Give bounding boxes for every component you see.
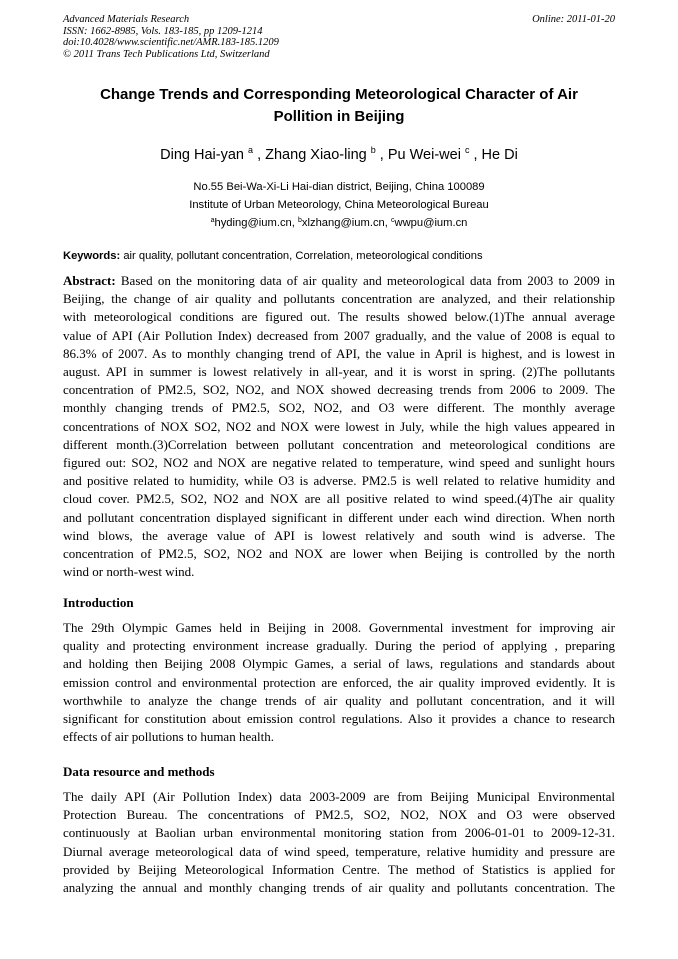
author-affil-mark: b [370, 145, 376, 155]
email-link[interactable]: xlzhang@ium.cn, [301, 217, 388, 229]
online-date: Online: 2011-01-20 [532, 14, 615, 25]
paper-title [63, 84, 615, 128]
author-affil-mark: a [248, 145, 254, 155]
keywords-line [63, 248, 615, 264]
abstract-line: with meteorological conditions are figured out. The results showed below.(1)The annual average [63, 309, 615, 325]
email-mark: c [390, 217, 395, 224]
intro-line: The 29th Olympic Games held in Beijing in 2008. Governmental investment for improving air [63, 620, 615, 635]
copyright-line: © 2011 Trans Tech Publications Ltd, Switzerland [63, 48, 270, 60]
affiliation-block [63, 178, 615, 232]
abstract-line: wind or north-west wind. [63, 564, 195, 580]
methods-line: Protection Bureau. The concentrations of PM2.5, SO2, NO2, NOX and O3 were observed [63, 807, 615, 823]
issn-line: ISSN: 1662-8985, Vols. 183-185, pp 1209-1214 [63, 25, 263, 37]
abstract-label: Abstract: [63, 273, 116, 288]
intro-line: significant for constitution about emission control regulations. Also it provides a chance to research [63, 711, 615, 727]
intro-line: quality and protecting environment increase gradually. During the period of applying , preparing [63, 638, 615, 654]
intro-line: effects of air pollutions to human health. [63, 729, 274, 745]
abstract-line: Beijing, the change of air quality and pollutants concentration are analyzed, and their relationship [63, 291, 615, 307]
keywords-text: air quality, pollutant concentration, Correlation, meteorological conditions [123, 250, 483, 262]
journal-header [63, 14, 615, 60]
abstract-line: Abstract: Based on the monitoring data of air quality and meteorological data from 2003 to 2009 in [63, 273, 616, 288]
author-name: Zhang Xiao-ling [265, 147, 367, 163]
abstract-paragraph [63, 272, 615, 581]
intro-line: and holding then Beijing 2008 Olympic Games, a serial of laws, regulations and standards about [63, 656, 615, 672]
abstract-line: concentration of PM2.5, SO2, NO2, and NOX showed decreasing trends from 2006 to 2009. The [63, 382, 615, 398]
abstract-line: and pollutant concentration displayed significant in different under each wind direction. When north [63, 509, 615, 525]
author-name: Pu Wei-wei [387, 147, 461, 163]
title-line-1: Change Trends and Corresponding Meteorological Character of Air [100, 86, 578, 103]
email-link[interactable]: hyding@ium.cn, [214, 217, 295, 229]
author-separator: , [375, 147, 388, 163]
data-methods-paragraph [63, 788, 615, 897]
abstract-line: concentration of PM2.5, SO2, NO2 and NOX are lower when Beijing is controlled by the north [63, 546, 615, 562]
author-separator: , [469, 147, 482, 163]
affiliation-address: No.55 Bei-Wa-Xi-Li Hai-dian district, Beijing, China 100089 [193, 181, 485, 193]
methods-line: provided by Beijing Meteorological Information Centre. The method of Statistics is applied for [63, 861, 615, 877]
methods-line: The daily API (Air Pollution Index) data 2003-2009 are from Beijing Municipal Environmental [63, 789, 615, 804]
methods-line: analyzing the annual and monthly changing trends of air quality and pollutants concentration. The [63, 880, 615, 896]
abstract-line: wind blows, the average value of API is lowest relatively and south wind is adverse. The [63, 527, 615, 543]
author-list [63, 145, 615, 165]
email-link[interactable]: wwpu@ium.cn [394, 217, 468, 229]
abstract-line: figured out: SO2, NO2 and NOX are negative related to temperature, wind speed and sunlight hours [63, 455, 615, 471]
doi-line: doi:10.4028/www.scientific.net/AMR.183-185.1209 [63, 37, 279, 48]
abstract-line: concentrations of NOX SO2, NO2 and NOX were lowest in July, while the high values appeared in [63, 418, 615, 434]
abstract-line: 86.3% of 2007. As to monthly changing trend of API, the value in April is highest, and is lowest in [63, 345, 615, 361]
author-affil-mark: c [464, 145, 470, 155]
abstract-line: cloud cover. PM2.5, SO2, NO2 and NOX are all positive related to wind speed.(4)The air quality [63, 491, 615, 507]
journal-name: Advanced Materials Research [63, 14, 190, 25]
author-emails [63, 214, 615, 232]
abstract-line: value of API (Air Pollution Index) decreased from 2007 gradually, and the value of 2008 is equal to [63, 327, 615, 343]
affiliation-institute: Institute of Urban Meteorology, China Meteorological Bureau [189, 199, 489, 211]
keywords-label: Keywords: [63, 250, 121, 262]
email-mark: a [210, 217, 215, 224]
intro-line: emission control and environmental protection are enforced, the air quality improved evidently. It is [63, 674, 615, 690]
author-separator: , [253, 147, 266, 163]
data-methods-heading: Data resource and methods [63, 764, 215, 779]
introduction-paragraph [63, 619, 615, 746]
methods-line: continuously at Baolian urban environmental monitoring station from 2006-01-01 to 2009-12-31. [63, 825, 615, 841]
abstract-line: august. API in summer is lowest relatively in all-year, and it is worst in spring. (2)The pollutants [63, 364, 615, 380]
abstract-line: and positive related to humidity, while O3 is adverse. PM2.5 is well related to relative humidity and [63, 473, 615, 489]
intro-line: worthwhile to analyze the change trends of air quality and pollutant concentration, and it will [63, 692, 615, 708]
methods-line: Diurnal average meteorological data of wind speed, temperature, relative humidity and pressure are [63, 843, 615, 859]
abstract-line: different month.(3)Correlation between pollutant concentration and meteorological conditions are [63, 436, 615, 452]
author-name: Ding Hai-yan [160, 147, 244, 163]
title-line-2: Pollition in Beijing [273, 108, 405, 125]
author-name: He Di [481, 147, 518, 163]
abstract-line: monthly changing trends of PM2.5, SO2, NO2, and O3 were different. The monthly average [63, 400, 615, 416]
introduction-heading: Introduction [63, 595, 134, 610]
email-mark: b [297, 217, 302, 224]
